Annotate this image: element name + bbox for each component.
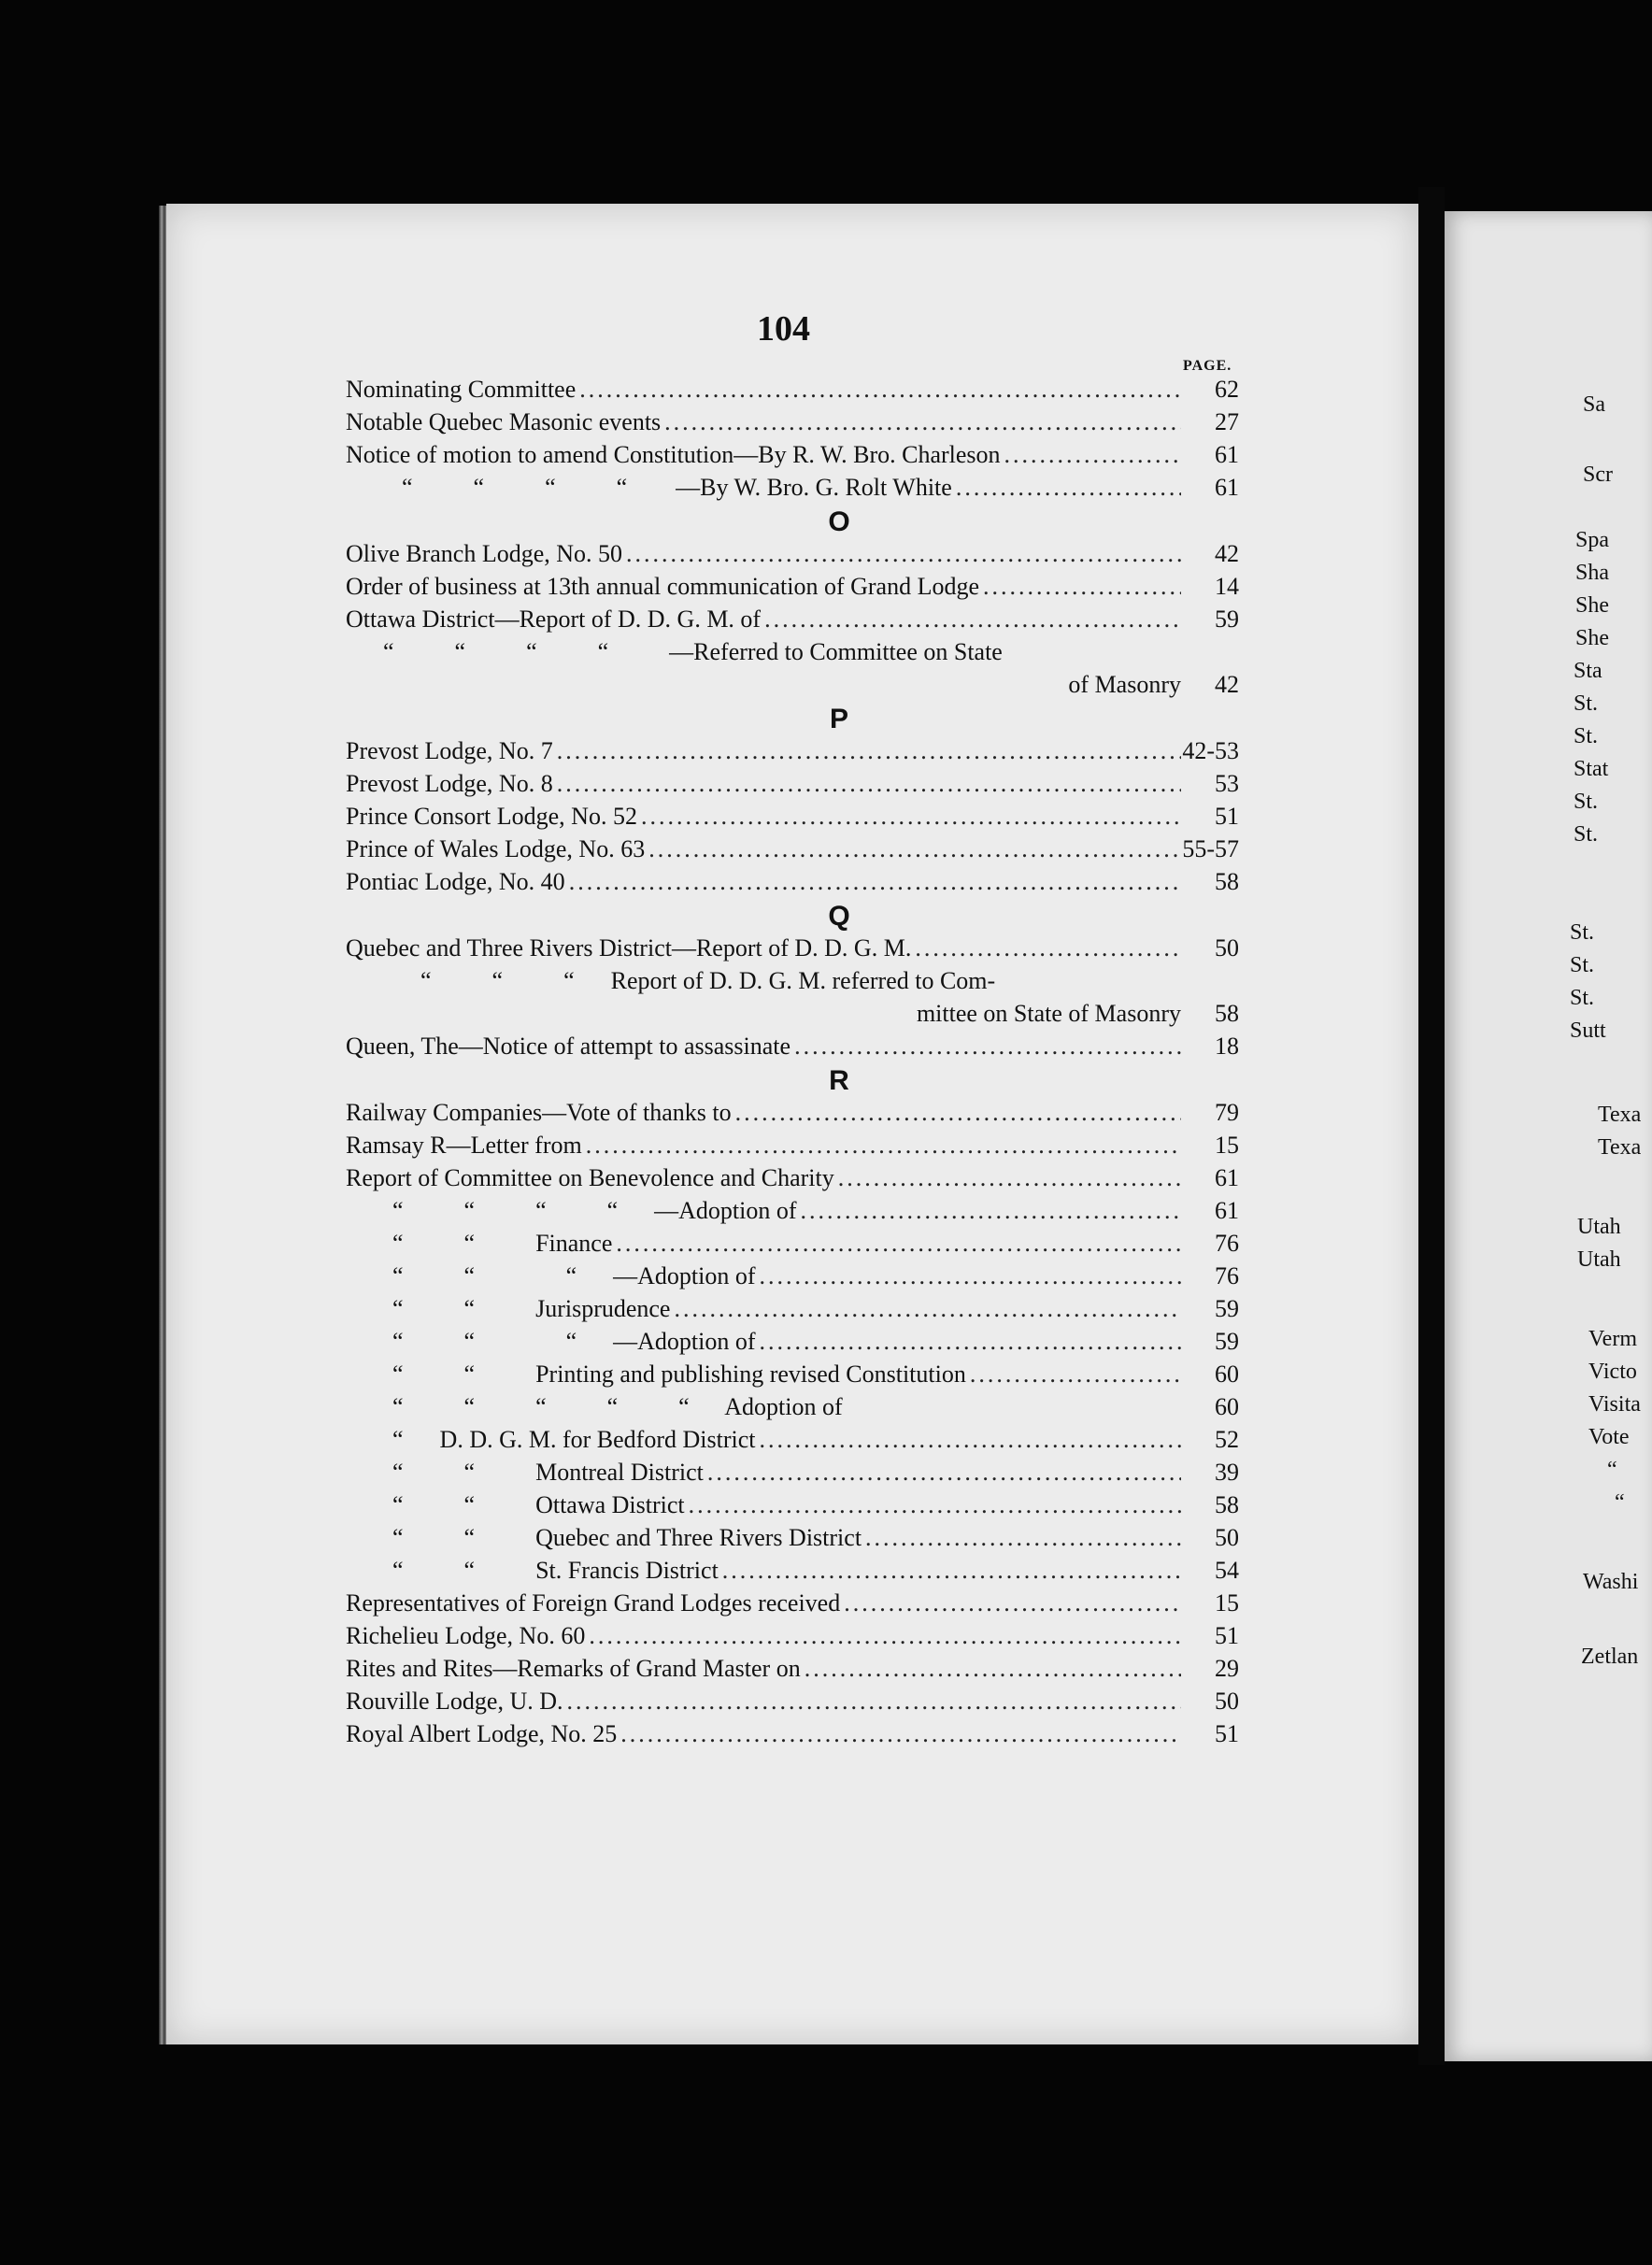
leader-dots: [685, 1491, 1181, 1519]
index-entry: [346, 1426, 1239, 1459]
right-page-text-fragment: Washi: [1583, 1570, 1639, 1594]
right-page-text-fragment: St.: [1570, 920, 1595, 945]
entry-label: “ “ Jurisprudence: [392, 1295, 671, 1322]
entry-label: Ramsay R—Letter from: [346, 1132, 582, 1159]
right-page-text-fragment: St.: [1570, 986, 1595, 1010]
leader-dots: [966, 1360, 1181, 1389]
index-entry: [346, 1557, 1239, 1589]
leader-dots: [612, 1230, 1181, 1258]
right-page-text-fragment: Zetlan: [1581, 1645, 1639, 1669]
entry-page-number: 15: [1215, 1132, 1239, 1159]
entry-page-number: 42-53: [1182, 737, 1239, 764]
entry-label: “ “ “ Report of D. D. G. M. referred to Com-: [420, 967, 996, 994]
right-page-text-fragment: Visita: [1588, 1392, 1641, 1417]
leader-dots: [834, 1164, 1181, 1192]
index-entry: [346, 441, 1239, 474]
entry-page-number: 61: [1215, 474, 1239, 501]
entry-page-number: 62: [1215, 376, 1239, 403]
entry-label: Notice of motion to amend Constitution—By R. W. Bro. Charleson: [346, 441, 1001, 468]
leader-dots: [840, 1589, 1181, 1617]
index-entry: [346, 1720, 1239, 1753]
right-page-text-fragment: Verm: [1588, 1327, 1637, 1351]
entry-label: “ D. D. G. M. for Bedford District: [392, 1426, 756, 1453]
leader-dots: [582, 1132, 1181, 1160]
right-page-text-fragment: Spa: [1575, 528, 1609, 552]
entry-label: Representatives of Foreign Grand Lodges received: [346, 1589, 841, 1617]
right-page-text-fragment: Sta: [1574, 659, 1602, 683]
leader-dots: [979, 573, 1181, 601]
entry-page-number: 18: [1215, 1033, 1239, 1060]
entry-page-number: 58: [1215, 1491, 1239, 1518]
leader-dots: [553, 737, 1181, 765]
leader-dots: [565, 868, 1181, 896]
index-entry: [346, 835, 1239, 868]
entry-label: “ “ “ “ “ Adoption of: [392, 1393, 843, 1420]
index-entry: [346, 1132, 1239, 1164]
entry-label: “ “ Finance: [392, 1230, 613, 1257]
index-entry: [346, 671, 1239, 704]
entry-label: “ “ St. Francis District: [392, 1557, 719, 1584]
entry-page-number: 51: [1215, 803, 1239, 830]
right-page-text-fragment: Sha: [1575, 561, 1609, 585]
entry-label: Richelieu Lodge, No. 60: [346, 1622, 586, 1649]
index-entry: [346, 376, 1239, 408]
index-entry: [346, 638, 1239, 671]
index-entry: [346, 1688, 1239, 1720]
index-letter-heading: R: [829, 1065, 849, 1096]
index-letter-heading: P: [829, 704, 848, 734]
index-entry: [346, 540, 1239, 573]
page-number: 104: [757, 309, 810, 349]
right-page-text-fragment: Sa: [1583, 392, 1605, 417]
right-page-text-fragment: Scr: [1583, 463, 1613, 487]
leader-dots: [704, 1459, 1181, 1487]
leader-dots: [797, 1197, 1181, 1225]
index-entry: [346, 1000, 1239, 1033]
entry-page-number: 54: [1215, 1557, 1239, 1584]
entry-page-number: 58: [1215, 1000, 1239, 1027]
leader-dots: [862, 1524, 1181, 1552]
entry-page-number: 51: [1215, 1720, 1239, 1747]
entry-label: Pontiac Lodge, No. 40: [346, 868, 565, 895]
index-entry: [346, 868, 1239, 901]
entry-page-number: 60: [1215, 1360, 1239, 1388]
entry-label: “ “ “ “ —Adoption of: [392, 1197, 797, 1224]
entry-label: Prince Consort Lodge, No. 52: [346, 803, 637, 830]
entry-page-number: 76: [1215, 1230, 1239, 1257]
entry-label: “ “ Montreal District: [392, 1459, 704, 1486]
right-page-text-fragment: She: [1575, 626, 1609, 650]
entry-page-number: 50: [1215, 934, 1239, 962]
leader-dots: [1001, 441, 1181, 469]
index-entry: [346, 1230, 1239, 1262]
entry-page-number: 76: [1215, 1262, 1239, 1289]
entry-label: Queen, The—Notice of attempt to assassinate: [346, 1033, 791, 1060]
entry-label: “ “ Ottawa District: [392, 1491, 685, 1518]
entry-label: Prevost Lodge, No. 7: [346, 737, 553, 764]
right-page-text-fragment: St.: [1574, 790, 1599, 814]
leader-dots: [756, 1426, 1182, 1454]
entry-label: Nominating Committee: [346, 376, 577, 403]
leader-dots: [553, 770, 1181, 798]
leader-dots: [790, 1033, 1181, 1061]
index-entry: [346, 1295, 1239, 1328]
leader-dots: [952, 474, 1181, 502]
entry-label: Railway Companies—Vote of thanks to: [346, 1099, 732, 1126]
right-page-text-fragment: Texa: [1598, 1135, 1642, 1160]
entry-page-number: 51: [1215, 1622, 1239, 1649]
entry-page-number: 15: [1215, 1589, 1239, 1617]
entry-label: Rouville Lodge, U. D.: [346, 1688, 563, 1715]
entry-page-number: 61: [1215, 1197, 1239, 1224]
leader-dots: [911, 934, 1181, 962]
right-page-text-fragment: Stat: [1574, 757, 1609, 781]
index-letter-heading: O: [828, 506, 850, 537]
index-entry: [346, 934, 1239, 967]
index-entry: [346, 1393, 1239, 1426]
entry-label: of Masonry: [1068, 671, 1181, 698]
right-page-text-fragment: Utah: [1577, 1247, 1621, 1272]
index-entry: [346, 1099, 1239, 1132]
entry-label: Prevost Lodge, No. 8: [346, 770, 553, 797]
page-column-header: PAGE.: [1183, 358, 1232, 374]
index-entry: [346, 737, 1239, 770]
entry-page-number: 14: [1215, 573, 1239, 600]
leader-dots: [801, 1655, 1181, 1683]
entry-label: mittee on State of Masonry: [916, 1000, 1181, 1027]
index-entry: [346, 1622, 1239, 1655]
index-entry: [346, 1360, 1239, 1393]
entry-page-number: 61: [1215, 441, 1239, 468]
entry-page-number: 59: [1215, 1328, 1239, 1355]
entry-label: Notable Quebec Masonic events: [346, 408, 662, 435]
leader-dots: [645, 835, 1181, 863]
leader-dots: [617, 1720, 1181, 1748]
book-gutter: [1418, 187, 1445, 2065]
entry-page-number: 42: [1215, 671, 1239, 698]
right-page-text-fragment: “: [1615, 1490, 1625, 1515]
index-entry: [346, 1491, 1239, 1524]
leader-dots: [585, 1622, 1181, 1650]
leader-dots: [661, 408, 1181, 436]
leader-dots: [761, 605, 1181, 634]
entry-label: Royal Albert Lodge, No. 25: [346, 1720, 618, 1747]
right-page-text-fragment: Victo: [1588, 1360, 1637, 1384]
leader-dots: [563, 1688, 1181, 1716]
index-entry: [346, 1524, 1239, 1557]
index-entry: [346, 573, 1239, 605]
right-page-text-fragment: Utah: [1577, 1215, 1621, 1239]
leader-dots: [637, 803, 1181, 831]
right-page-text-fragment: St.: [1574, 691, 1599, 716]
entry-page-number: 53: [1215, 770, 1239, 797]
entry-page-number: 39: [1215, 1459, 1239, 1486]
entry-page-number: 61: [1215, 1164, 1239, 1191]
entry-page-number: 42: [1215, 540, 1239, 567]
entry-label: “ “ “ “ —By W. Bro. G. Rolt White: [402, 474, 952, 501]
index-entry: [346, 803, 1239, 835]
leader-dots: [670, 1295, 1181, 1323]
entry-label: “ “ “ —Adoption of: [392, 1328, 756, 1355]
entry-label: Report of Committee on Benevolence and Charity: [346, 1164, 834, 1191]
entry-label: Ottawa District—Report of D. D. G. M. of: [346, 605, 762, 633]
right-page-text-fragment: St.: [1574, 822, 1599, 847]
entry-label: “ “ Printing and publishing revised Constitution: [392, 1360, 966, 1388]
entry-label: Olive Branch Lodge, No. 50: [346, 540, 623, 567]
leader-dots: [719, 1557, 1181, 1585]
entry-page-number: 29: [1215, 1655, 1239, 1682]
index-entry: [346, 967, 1239, 1000]
right-page-text-fragment: “: [1607, 1458, 1617, 1482]
entry-label: Quebec and Three Rivers District—Report of D. D. G. M.: [346, 934, 912, 962]
leader-dots: [622, 540, 1181, 568]
entry-label: “ “ Quebec and Three Rivers District: [392, 1524, 862, 1551]
leader-dots: [576, 376, 1181, 404]
right-page-text-fragment: Sutt: [1570, 1019, 1606, 1043]
index-entry: [346, 408, 1239, 441]
index-entries: [346, 376, 1239, 1753]
index-entry: [346, 1197, 1239, 1230]
index-entry: [346, 1655, 1239, 1688]
entry-page-number: 55-57: [1182, 835, 1239, 862]
leader-dots: [756, 1262, 1181, 1290]
entry-page-number: 50: [1215, 1688, 1239, 1715]
entry-label: Prince of Wales Lodge, No. 63: [346, 835, 646, 862]
index-letter-heading: Q: [828, 901, 850, 932]
right-page-text-fragment: She: [1575, 593, 1609, 618]
index-entry: [346, 1328, 1239, 1360]
entry-page-number: 59: [1215, 605, 1239, 633]
entry-page-number: 27: [1215, 408, 1239, 435]
index-entry: [346, 1262, 1239, 1295]
index-entry: [346, 605, 1239, 638]
entry-label: Order of business at 13th annual communication of Grand Lodge: [346, 573, 979, 600]
right-page-text-fragment: St.: [1574, 724, 1599, 748]
entry-label: Rites and Rites—Remarks of Grand Master on: [346, 1655, 801, 1682]
entry-page-number: 59: [1215, 1295, 1239, 1322]
right-page-text-fragment: Texa: [1598, 1103, 1642, 1127]
entry-page-number: 58: [1215, 868, 1239, 895]
leader-dots: [732, 1099, 1181, 1127]
entry-page-number: 79: [1215, 1099, 1239, 1126]
entry-label: “ “ “ “ —Referred to Committee on State: [383, 638, 1003, 665]
leader-dots: [756, 1328, 1181, 1356]
entry-page-number: 60: [1215, 1393, 1239, 1420]
index-entry: [346, 1589, 1239, 1622]
right-page-text-fragment: St.: [1570, 953, 1595, 977]
right-page-text-fragment: Vote: [1588, 1425, 1630, 1449]
entry-page-number: 52: [1215, 1426, 1239, 1453]
entry-label: “ “ “ —Adoption of: [392, 1262, 756, 1289]
index-entry: [346, 770, 1239, 803]
index-entry: [346, 474, 1239, 506]
index-entry: [346, 1164, 1239, 1197]
entry-page-number: 50: [1215, 1524, 1239, 1551]
index-entry: [346, 1033, 1239, 1065]
index-entry: [346, 1459, 1239, 1491]
